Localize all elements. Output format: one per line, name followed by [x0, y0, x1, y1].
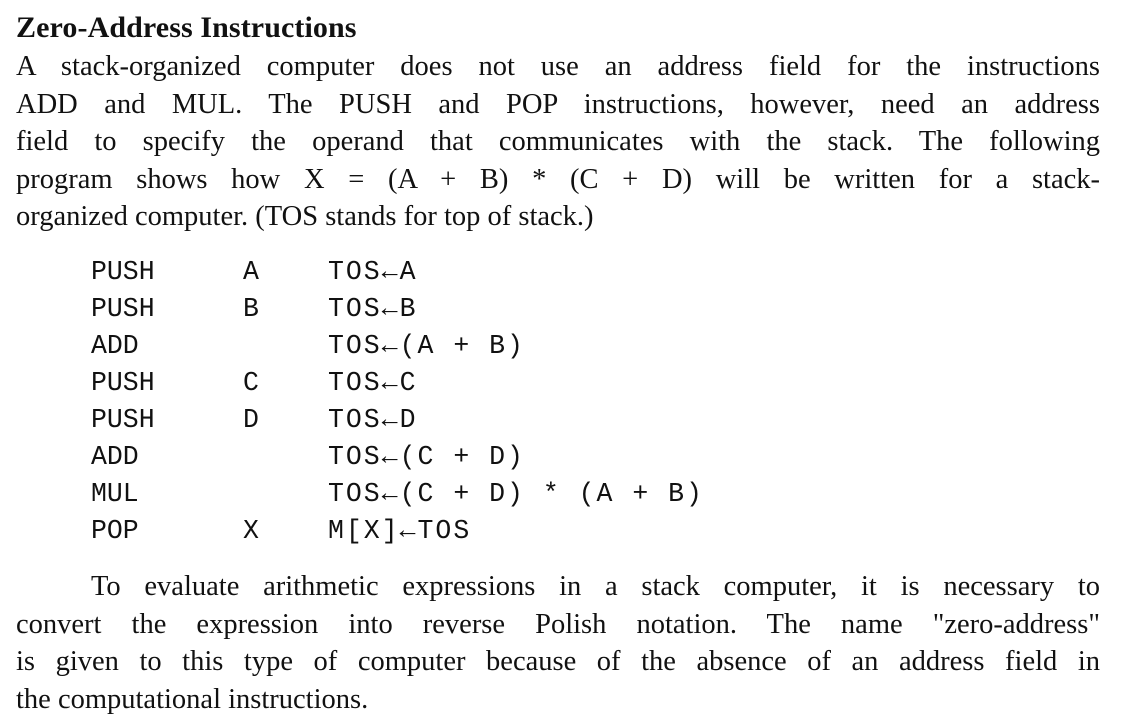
paragraph-line: field to specify the operand that communicates with the stack. The following [16, 126, 1100, 158]
program-row [16, 513, 1100, 550]
intro-paragraph [16, 48, 1100, 236]
opcode: PUSH [91, 293, 155, 324]
opcode: MUL [91, 478, 139, 509]
operand: A [243, 256, 259, 287]
program-row [16, 402, 1100, 439]
operand: C [243, 367, 259, 398]
document-page [16, 8, 1100, 718]
operation-description: TOS←B [328, 293, 418, 324]
section-heading: Zero-Address Instructions [16, 11, 357, 44]
program-row [16, 476, 1100, 513]
operation-description: TOS←A [328, 256, 418, 287]
operation-description: TOS←(A + B) [328, 330, 525, 361]
operand: X [243, 515, 259, 546]
opcode: POP [91, 515, 139, 546]
opcode: ADD [91, 441, 139, 472]
paragraph-line: A stack-organized computer does not use an address field for the instructions [16, 51, 1100, 82]
opcode: PUSH [91, 404, 155, 435]
paragraph-line: ADD and MUL. The PUSH and POP instructions, however, need an address [16, 88, 1100, 120]
operation-description: TOS←(C + D) * (A + B) [328, 478, 704, 509]
operand: D [243, 404, 259, 435]
operation-description: M[X]←TOS [328, 515, 472, 546]
opcode: PUSH [91, 367, 155, 398]
operation-description: TOS←(C + D) [328, 441, 525, 472]
paragraph-line: To evaluate arithmetic expressions in a stack computer, it is necessary to [91, 570, 1100, 602]
operand: B [243, 293, 259, 324]
operation-description: TOS←D [328, 404, 418, 435]
opcode: PUSH [91, 256, 155, 287]
closing-paragraph [16, 568, 1100, 718]
program-row [16, 291, 1100, 328]
program-row [16, 328, 1100, 365]
opcode: ADD [91, 330, 139, 361]
paragraph-line: organized computer. (TOS stands for top of stack.) [16, 201, 594, 233]
program-row [16, 254, 1100, 291]
paragraph-line: is given to this type of computer because of the absence of an address field in [16, 646, 1100, 678]
paragraph-line: program shows how X = (A + B) * (C + D) will be written for a stack- [16, 163, 1100, 195]
program-row [16, 365, 1100, 402]
program-row [16, 439, 1100, 476]
stack-program-listing [16, 254, 1100, 550]
operation-description: TOS←C [328, 367, 418, 398]
paragraph-line: convert the expression into reverse Polish notation. The name "zero-address" [16, 608, 1100, 640]
paragraph-line: the computational instructions. [16, 683, 369, 715]
